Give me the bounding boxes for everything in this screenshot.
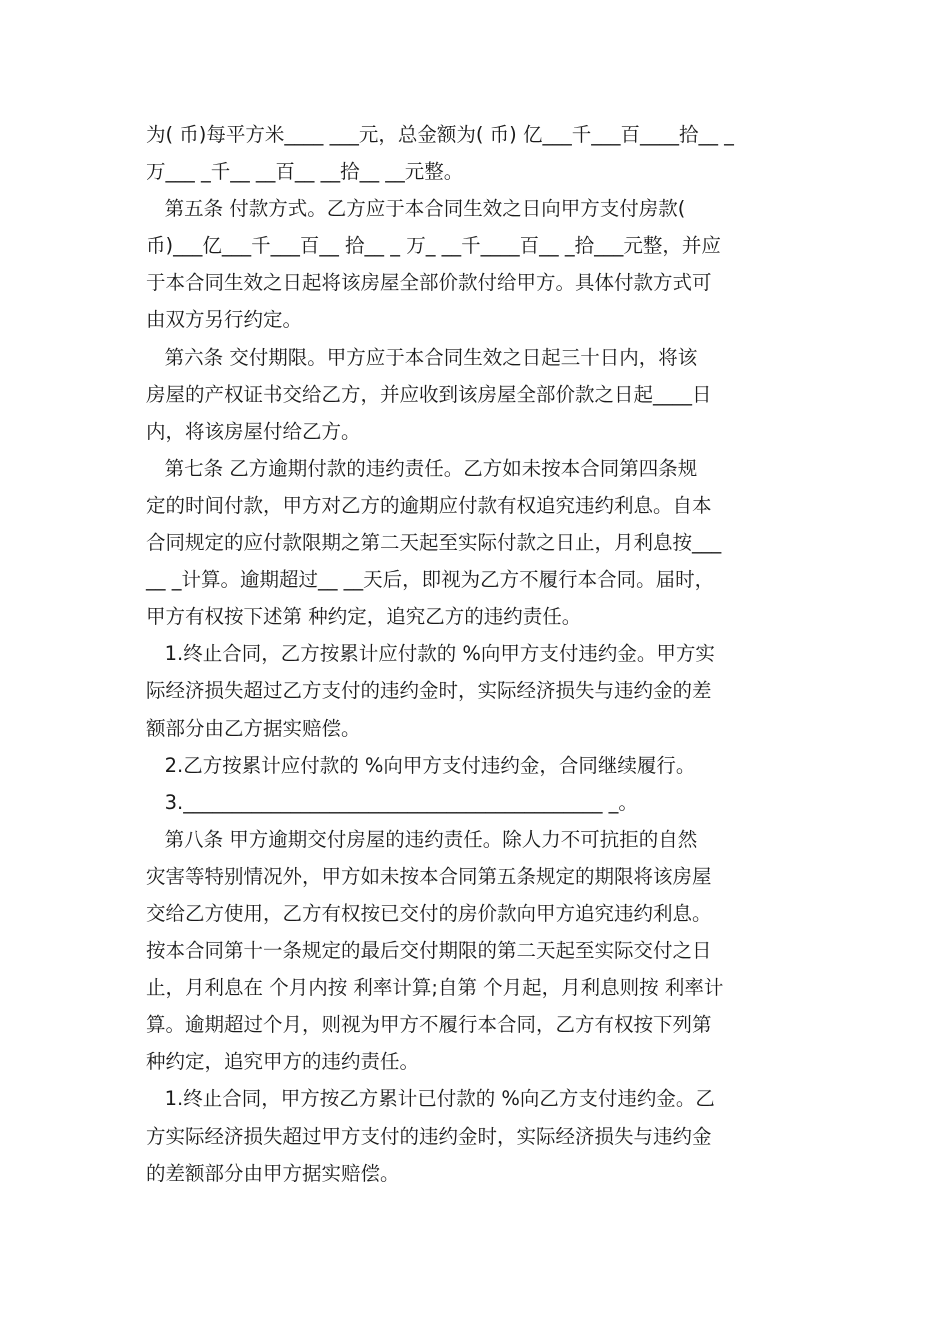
text-line: 际经济损失超过乙方支付的违约金时，实际经济损失与违约金的差 [146, 679, 712, 703]
text-line: 为( 币)每平方米____ ___元，总金额为( 币) 亿___千___百____拾__ _ [146, 123, 734, 146]
text-line: 按本合同第十一条规定的最后交付期限的第二天起至实际交付之日 [146, 939, 712, 963]
text-line: 1.终止合同，甲方按乙方累计已付款的 %向乙方支付违约金。乙 [146, 1087, 715, 1111]
text-line: 的差额部分由甲方据实赔偿。 [146, 1161, 400, 1185]
text-line: 交给乙方使用，乙方有权按已交付的房价款向甲方追究违约利息。 [146, 901, 712, 925]
text-line: __ _计算。逾期超过__ __天后，即视为乙方不履行本合同。届时， [146, 568, 715, 592]
text-line: 2.乙方按累计应付款的 %向甲方支付违约金，合同继续履行。 [146, 753, 696, 777]
text-line: 第八条 甲方逾期交付房屋的违约责任。除人力不可抗拒的自然 [146, 827, 698, 851]
contract-text [146, 116, 810, 1192]
text-line: 止，月利息在 个月内按 利率计算;自第 个月起，月利息则按 利率计 [146, 976, 724, 1000]
text-line: 种约定，追究甲方的违约责任。 [146, 1050, 420, 1074]
text-line: 房屋的产权证书交给乙方，并应收到该房屋全部价款之日起____日 [146, 382, 712, 406]
text-line: 甲方有权按下述第 种约定，追究乙方的违约责任。 [146, 605, 582, 629]
text-line: 于本合同生效之日起将该房屋全部价款付给甲方。具体付款方式可 [146, 271, 712, 295]
text-line: 灾害等特别情况外，甲方如未按本合同第五条规定的期限将该房屋 [146, 864, 712, 888]
text-line: 由双方另行约定。 [146, 308, 303, 332]
text-line: 定的时间付款，甲方对乙方的逾期应付款有权追究违约利息。自本 [146, 493, 712, 517]
text-line: 算。逾期超过个月，则视为甲方不履行本合同，乙方有权按下列第 [146, 1013, 712, 1037]
text-line: 3.___________________________________________ _。 [146, 790, 638, 814]
text-line: 1.终止合同，乙方按累计应付款的 %向甲方支付违约金。甲方实 [146, 642, 715, 666]
text-line: 内，将该房屋付给乙方。 [146, 419, 361, 443]
text-line: 额部分由乙方据实赔偿。 [146, 716, 361, 740]
text-line: 方实际经济损失超过甲方支付的违约金时，实际经济损失与违约金 [146, 1124, 712, 1148]
text-line: 万___ _千__ __百__ __拾__ __元整。 [146, 160, 464, 184]
text-line: 第六条 交付期限。甲方应于本合同生效之日起三十日内，将该 [146, 345, 698, 369]
text-line: 币)___亿___千___百__ 拾__ _ 万_ __千____百__ _拾___元整，并应 [146, 234, 721, 258]
text-line: 第七条 乙方逾期付款的违约责任。乙方如未按本合同第四条规 [146, 456, 698, 480]
text-line: 第五条 付款方式。乙方应于本合同生效之日向甲方支付房款( [146, 197, 686, 221]
text-line: 合同规定的应付款限期之第二天起至实际付款之日止，月利息按___ [146, 531, 722, 555]
